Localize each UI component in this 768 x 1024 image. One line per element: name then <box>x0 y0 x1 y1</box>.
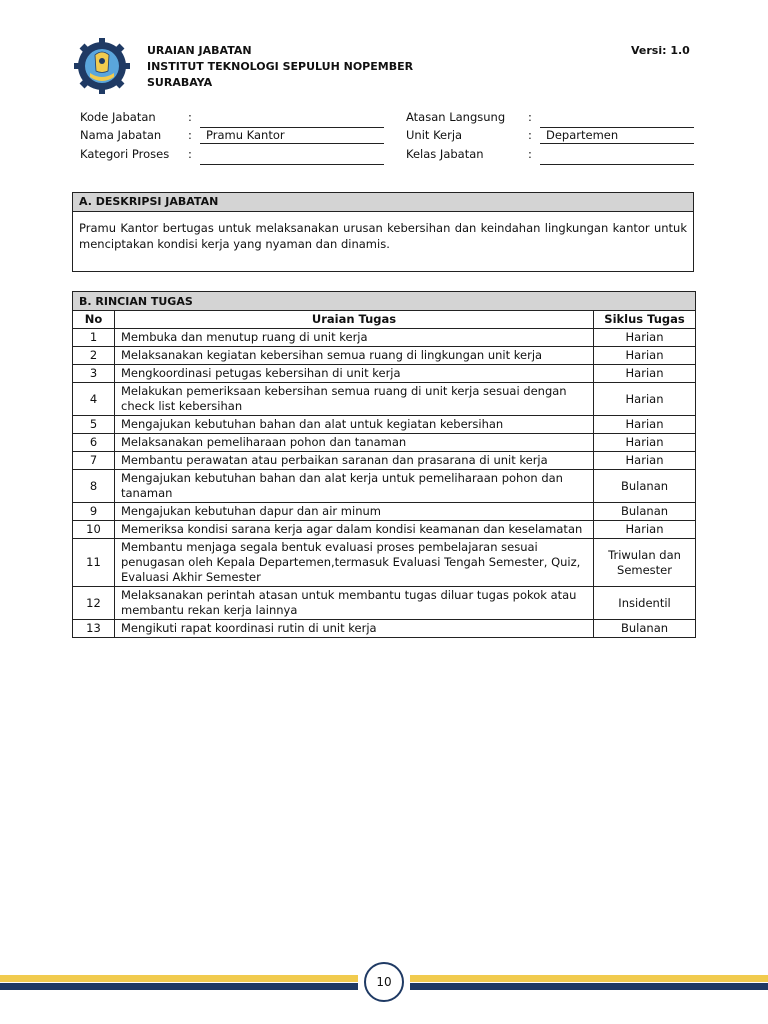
task-cycle: Harian <box>594 521 696 539</box>
colon: : <box>528 147 532 161</box>
unit-kerja-field[interactable]: Departemen <box>540 128 694 144</box>
page-number: 10 <box>364 962 404 1002</box>
header-institution: INSTITUT TEKNOLOGI SEPULUH NOPEMBER <box>147 60 414 73</box>
task-table-body <box>73 329 696 638</box>
task-number: 1 <box>73 329 115 347</box>
task-cycle: Triwulan dan Semester <box>594 539 696 587</box>
task-cycle: Harian <box>594 329 696 347</box>
section-a-text: Pramu Kantor bertugas untuk melaksanakan urusan kebersihan dan keindahan lingkungan kantor untuk menciptakan kondisi kerja yang nyaman dan dinamis. <box>79 221 687 251</box>
task-number: 12 <box>73 587 115 620</box>
task-description: Membuka dan menutup ruang di unit kerja <box>115 329 594 347</box>
task-number: 8 <box>73 470 115 503</box>
kelas-jabatan-field[interactable] <box>540 149 694 165</box>
task-number: 5 <box>73 416 115 434</box>
task-description: Mengkoordinasi petugas kebersihan di unit kerja <box>115 365 594 383</box>
task-cycle: Harian <box>594 347 696 365</box>
atasan-langsung-field[interactable] <box>540 112 694 128</box>
colon: : <box>188 128 192 142</box>
task-description: Melakukan pemeriksaan kebersihan semua ruang di unit kerja sesuai dengan check list kebersihan <box>115 383 594 416</box>
task-description: Melaksanakan kegiatan kebersihan semua ruang di lingkungan unit kerja <box>115 347 594 365</box>
colon: : <box>188 110 192 124</box>
task-number: 2 <box>73 347 115 365</box>
kode-jabatan-field[interactable] <box>200 112 384 128</box>
table-row <box>73 347 696 365</box>
kategori-proses-field[interactable] <box>200 149 384 165</box>
task-cycle: Harian <box>594 452 696 470</box>
footer-bar-right <box>410 975 768 991</box>
table-row <box>73 452 696 470</box>
nama-jabatan-field[interactable]: Pramu Kantor <box>200 128 384 144</box>
task-number: 4 <box>73 383 115 416</box>
task-table <box>72 291 696 638</box>
task-number: 7 <box>73 452 115 470</box>
task-cycle: Harian <box>594 365 696 383</box>
colon: : <box>188 147 192 161</box>
table-row <box>73 503 696 521</box>
table-row <box>73 521 696 539</box>
document-header <box>147 43 413 91</box>
footer-bar-left <box>0 975 358 991</box>
header-title: URAIAN JABATAN <box>147 44 252 57</box>
task-cycle: Harian <box>594 383 696 416</box>
table-row <box>73 416 696 434</box>
task-number: 9 <box>73 503 115 521</box>
task-description: Mengikuti rapat koordinasi rutin di unit kerja <box>115 620 594 638</box>
atasan-langsung-label: Atasan Langsung <box>406 110 506 124</box>
kelas-jabatan-label: Kelas Jabatan <box>406 147 484 161</box>
colon: : <box>528 110 532 124</box>
kode-jabatan-label: Kode Jabatan <box>80 110 156 124</box>
task-number: 10 <box>73 521 115 539</box>
task-description: Mengajukan kebutuhan dapur dan air minum <box>115 503 594 521</box>
task-description: Mengajukan kebutuhan bahan dan alat untuk kegiatan kebersihan <box>115 416 594 434</box>
task-description: Memeriksa kondisi sarana kerja agar dalam kondisi keamanan dan keselamatan <box>115 521 594 539</box>
task-cycle: Harian <box>594 434 696 452</box>
section-a-description <box>72 192 694 272</box>
task-number: 11 <box>73 539 115 587</box>
task-number: 3 <box>73 365 115 383</box>
task-cycle: Bulanan <box>594 470 696 503</box>
kategori-proses-label: Kategori Proses <box>80 147 170 161</box>
section-b-title: B. RINCIAN TUGAS <box>73 292 696 311</box>
task-description: Membantu menjaga segala bentuk evaluasi proses pembelajaran sesuai penugasan oleh Kepala Departemen,termasuk Evaluasi Tengah Semester, Quiz, Evaluasi Akhir Semester <box>115 539 594 587</box>
unit-kerja-label: Unit Kerja <box>406 128 463 142</box>
table-row <box>73 620 696 638</box>
table-row <box>73 434 696 452</box>
task-description: Membantu perawatan atau perbaikan saranan dan prasarana di unit kerja <box>115 452 594 470</box>
nama-jabatan-label: Nama Jabatan <box>80 128 162 142</box>
task-number: 6 <box>73 434 115 452</box>
task-number: 13 <box>73 620 115 638</box>
column-header-task: Uraian Tugas <box>115 311 594 329</box>
table-row <box>73 365 696 383</box>
its-logo-icon <box>73 37 131 95</box>
colon: : <box>528 128 532 142</box>
version-label: Versi: 1.0 <box>631 44 690 57</box>
task-description: Melaksanakan pemeliharaan pohon dan tanaman <box>115 434 594 452</box>
task-cycle: Insidentil <box>594 587 696 620</box>
task-description: Melaksanakan perintah atasan untuk membantu tugas diluar tugas pokok atau membantu rekan kerja lainnya <box>115 587 594 620</box>
table-row <box>73 329 696 347</box>
column-header-cycle: Siklus Tugas <box>594 311 696 329</box>
task-cycle: Bulanan <box>594 620 696 638</box>
table-row <box>73 587 696 620</box>
column-header-no: No <box>73 311 115 329</box>
table-row <box>73 383 696 416</box>
table-row <box>73 539 696 587</box>
task-cycle: Bulanan <box>594 503 696 521</box>
header-city: SURABAYA <box>147 76 213 89</box>
task-cycle: Harian <box>594 416 696 434</box>
table-row <box>73 470 696 503</box>
task-description: Mengajukan kebutuhan bahan dan alat kerja untuk pemeliharaan pohon dan tanaman <box>115 470 594 503</box>
section-a-title: A. DESKRIPSI JABATAN <box>73 193 693 212</box>
